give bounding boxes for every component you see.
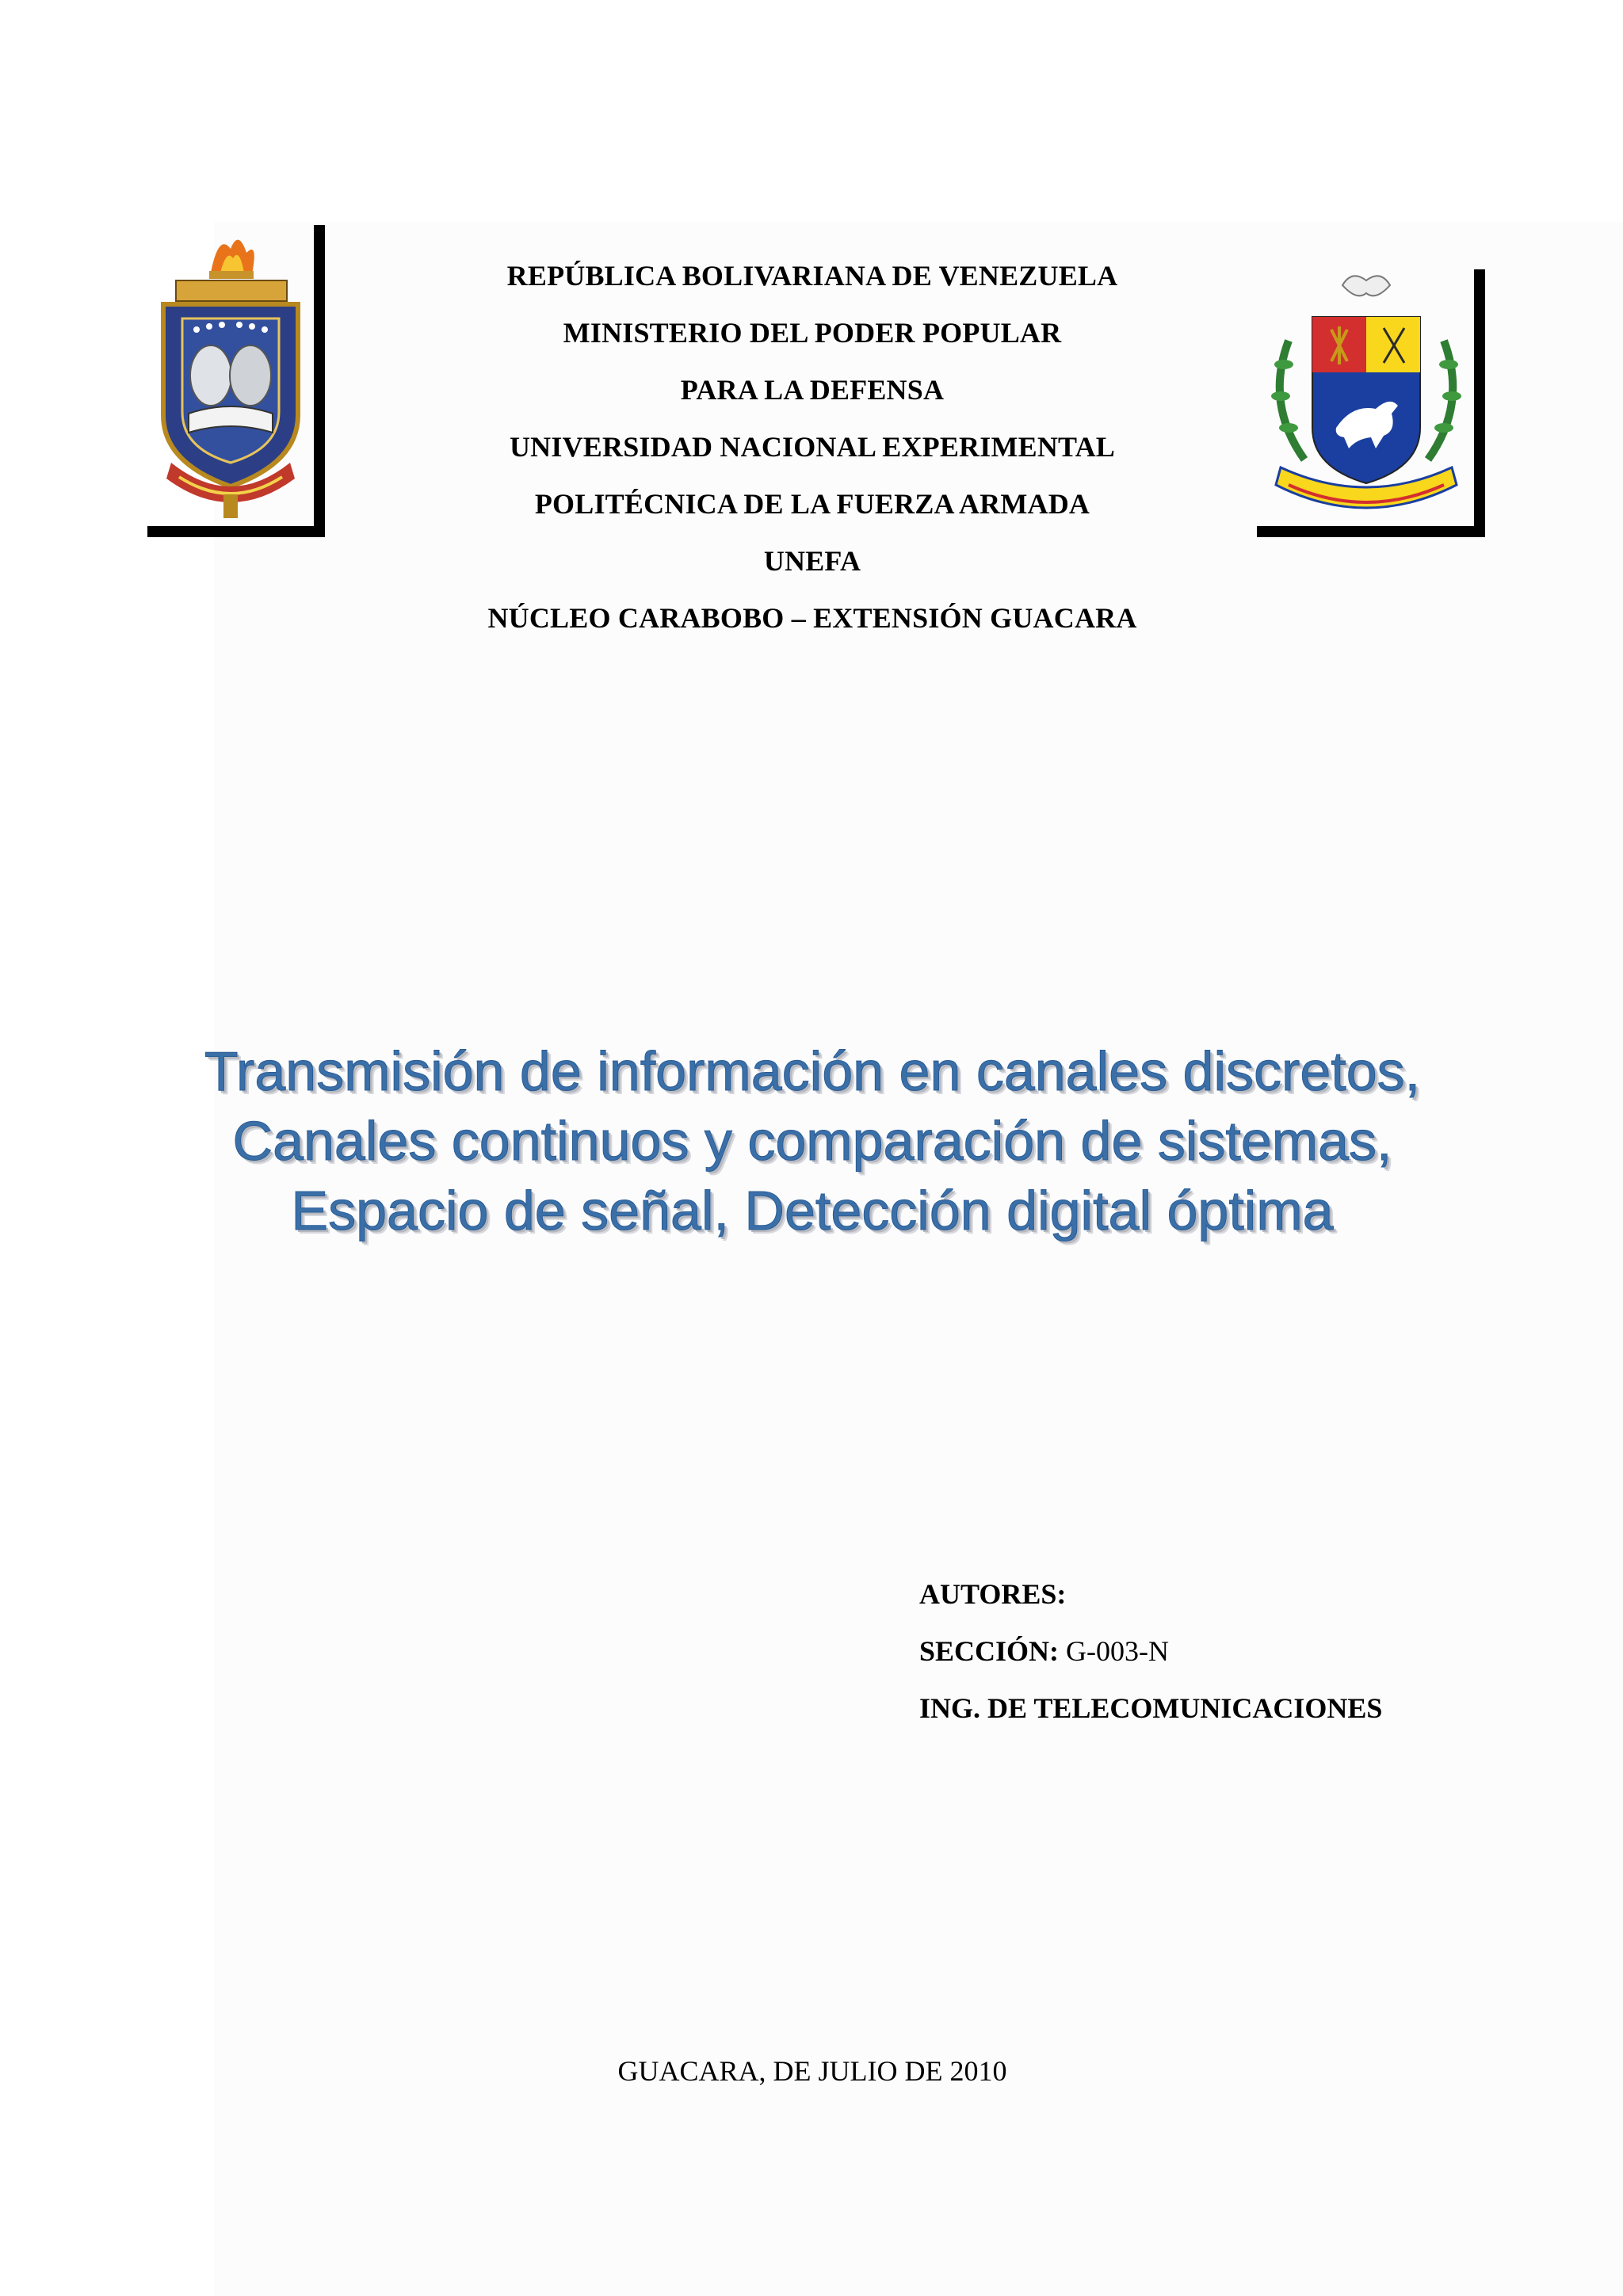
unefa-emblem-icon [147,225,314,526]
header-university: UNIVERSIDAD NACIONAL EXPERIMENTAL [509,431,1116,463]
title-line-1: Transmisión de información en canales discretos, [204,1040,1421,1102]
career-line: ING. DE TELECOMUNICACIONES [919,1692,1383,1724]
header-university-cont: POLITÉCNICA DE LA FUERZA ARMADA [534,488,1090,520]
section-label: SECCIÓN: [919,1635,1060,1667]
authors-label: AUTORES: [919,1578,1067,1610]
institution-header [357,247,1268,646]
header-campus: NÚCLEO CARABOBO – EXTENSIÓN GUACARA [487,602,1137,634]
header-country: REPÚBLICA BOLIVARIANA DE VENEZUELA [506,260,1118,292]
document-title [119,1036,1506,1245]
title-line-2: Canales continuos y comparación de sistemas, [232,1110,1392,1172]
venezuela-logo-frame [1257,269,1485,537]
authors-block [919,1566,1553,1737]
venezuela-coat-of-arms-icon [1257,269,1474,526]
unefa-logo-frame [147,225,325,537]
header-acronym: UNEFA [763,545,861,577]
title-line-3: Espacio de señal, Detección digital óptima [291,1180,1334,1241]
section-value: G-003-N [1059,1635,1170,1667]
section-line [919,1623,1553,1680]
header-ministry: MINISTERIO DEL PODER POPULAR [563,317,1062,349]
header-ministry-cont: PARA LA DEFENSA [680,374,945,406]
place-date: GUACARA, DE JULIO DE 2010 [617,2055,1007,2087]
